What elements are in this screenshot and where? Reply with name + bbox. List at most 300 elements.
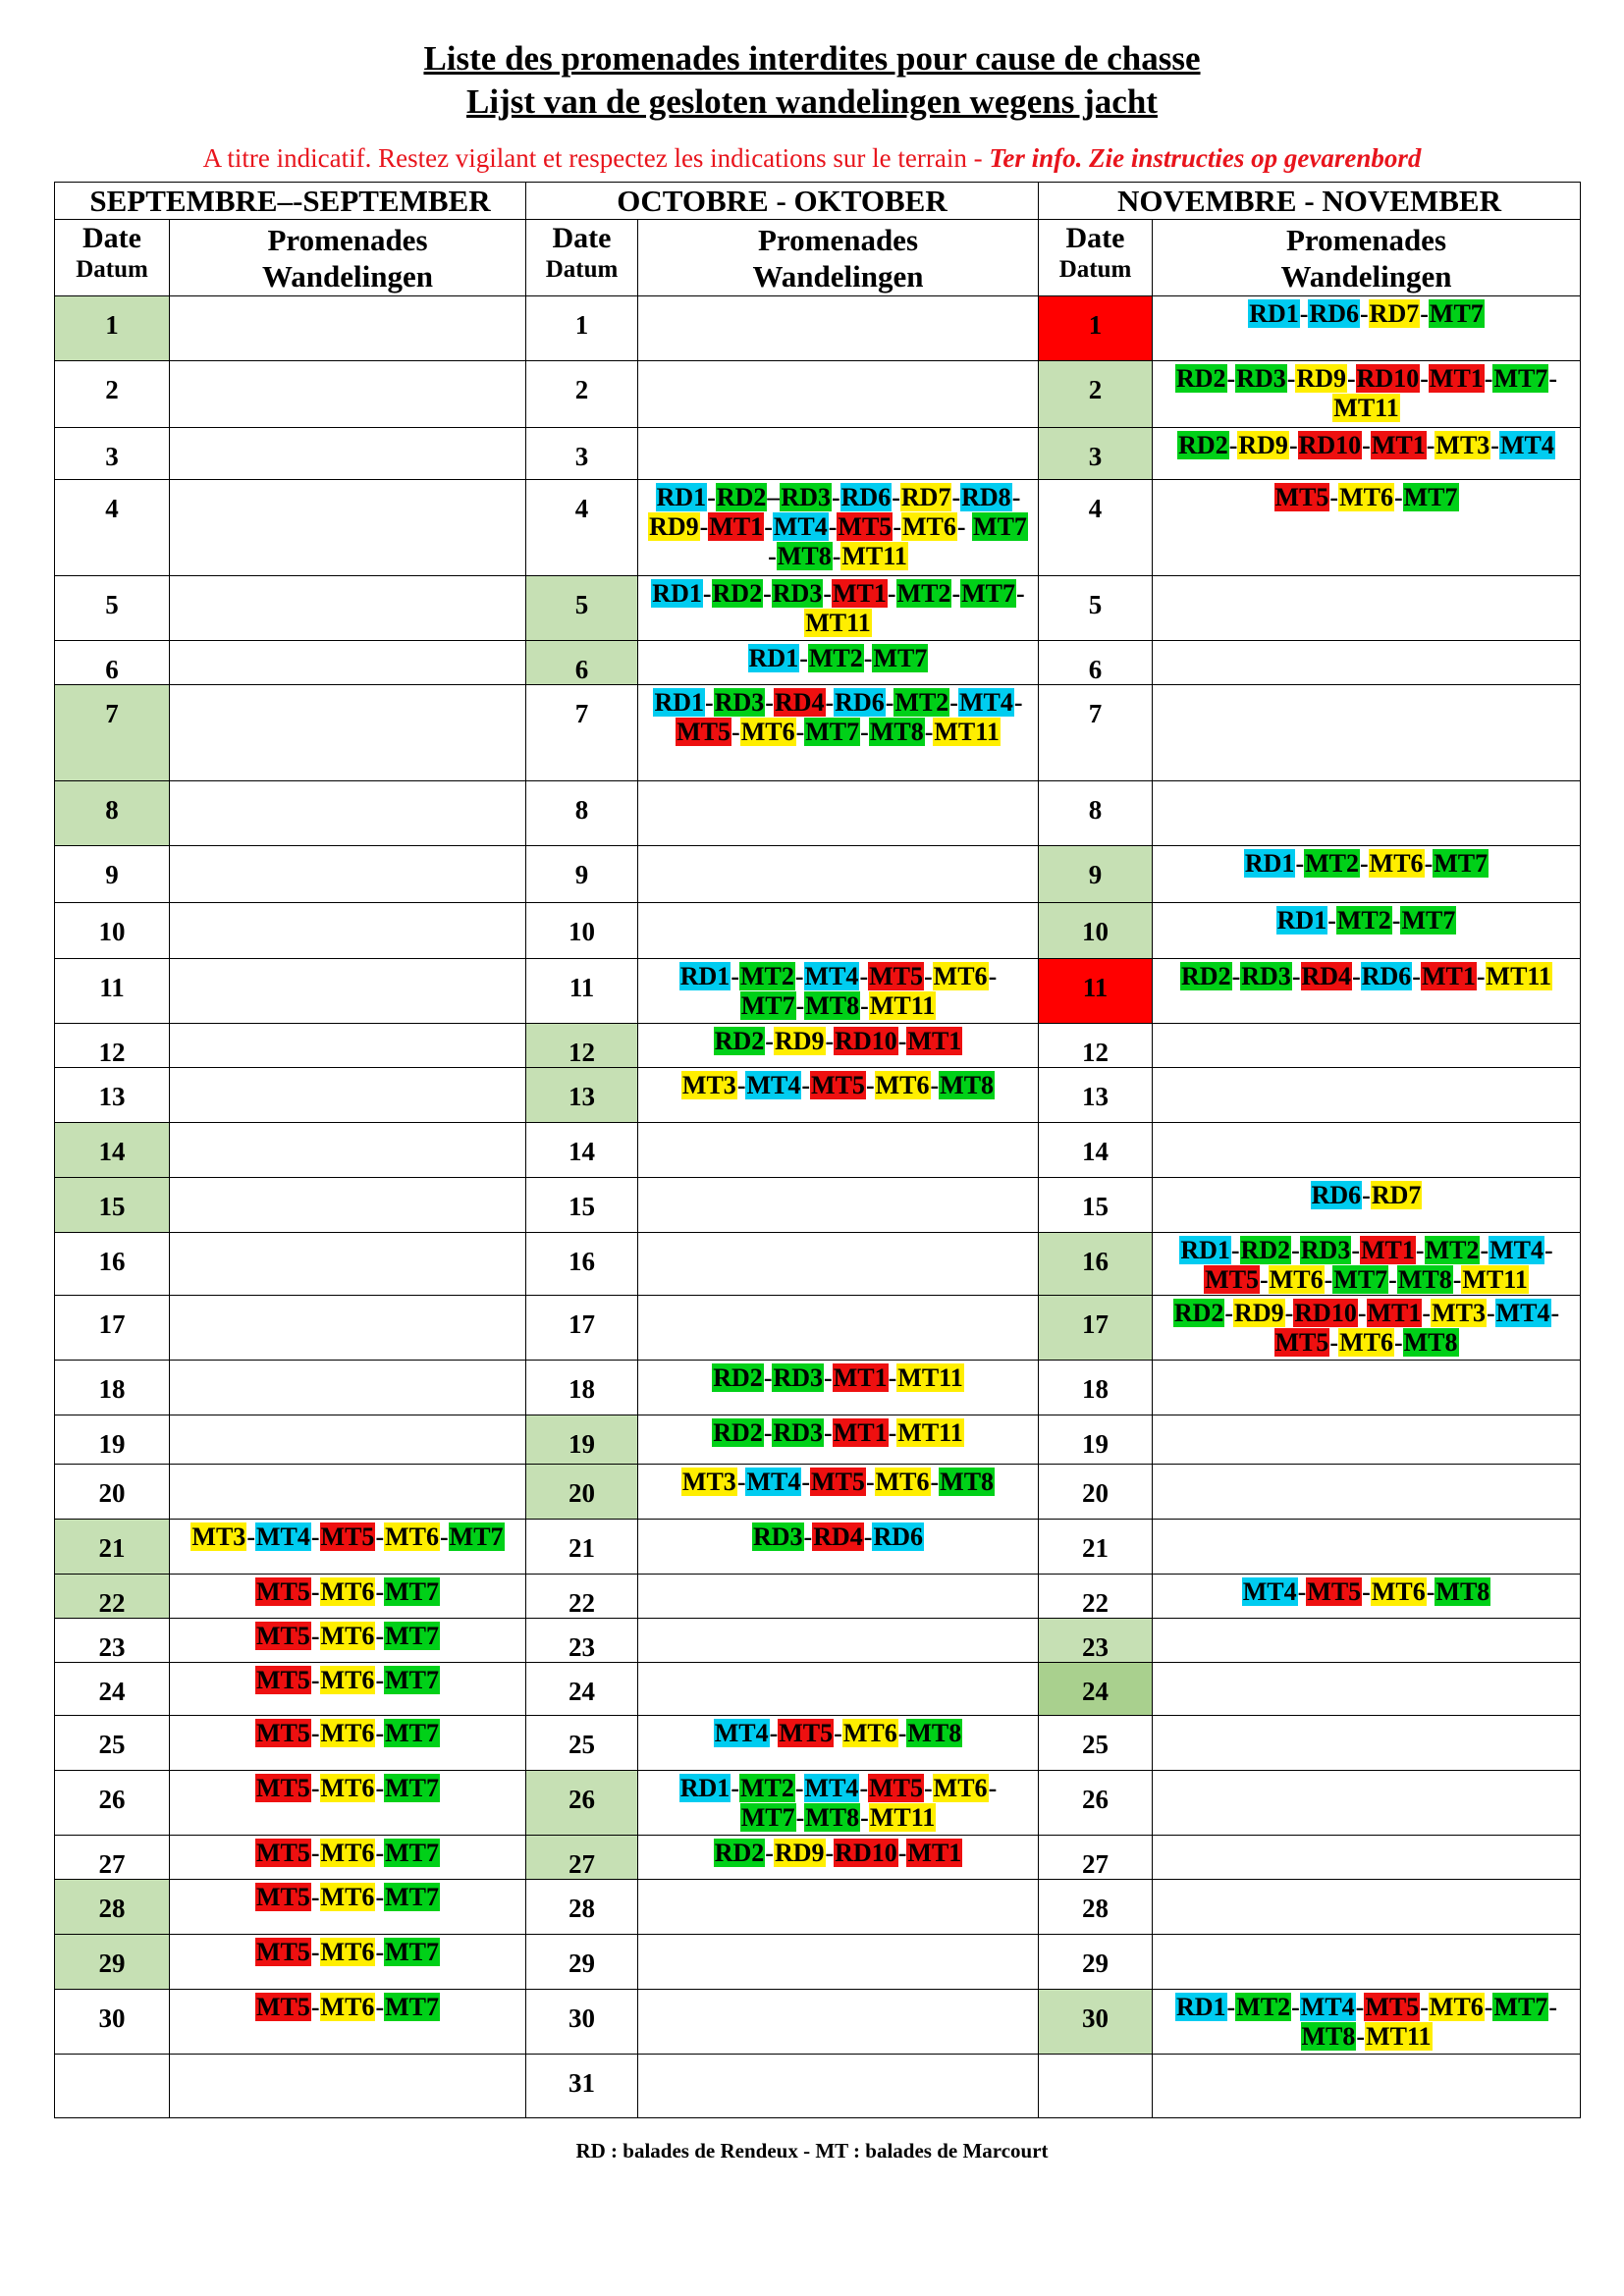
walk-code: MT5 <box>779 1719 834 1747</box>
walks-cell-nov <box>1153 428 1581 480</box>
subtitle-plain: A titre indicatif. Restez vigilant et respectez les indications sur le terrain - <box>202 143 990 173</box>
walk-separator: - <box>1260 1265 1269 1294</box>
walks-cell-sep <box>170 1415 526 1465</box>
walk-separator: - <box>823 579 832 608</box>
walk-code: RD2 <box>1173 1299 1224 1327</box>
walk-separator: - <box>1284 1299 1294 1327</box>
walks-cell-sep <box>170 1024 526 1068</box>
walks-cell-sep <box>170 1361 526 1415</box>
walk-code: MT7 <box>1493 1993 1548 2021</box>
walk-code: MT3 <box>681 1071 736 1099</box>
walks-cell-sep <box>170 959 526 1024</box>
walk-separator: - <box>1329 483 1339 511</box>
walk-code: MT8 <box>1435 1577 1490 1606</box>
walk-code: MT4 <box>958 688 1013 717</box>
date-cell-oct: 6 <box>526 641 638 685</box>
walks-cell-oct <box>638 1619 1039 1663</box>
walk-code: MT1 <box>833 1363 888 1392</box>
walk-separator: - <box>865 1071 875 1099</box>
walk-code: RD6 <box>1309 299 1359 328</box>
date-cell-nov: 23 <box>1039 1619 1153 1663</box>
walk-code: MT8 <box>940 1468 995 1496</box>
walks-cell-nov <box>1153 1520 1581 1575</box>
date-cell-sep: 1 <box>55 296 170 361</box>
walk-separator: - <box>1226 364 1236 393</box>
walk-separator: - <box>860 991 869 1020</box>
date-cell-oct: 19 <box>526 1415 638 1465</box>
walks-cell-nov <box>1153 1575 1581 1619</box>
walk-separator: - <box>834 1719 842 1747</box>
walk-code: RD1 <box>1249 299 1299 328</box>
walk-code: RD1 <box>679 1774 731 1802</box>
walks-cell-nov <box>1153 480 1581 576</box>
schedule-row <box>55 1575 1581 1619</box>
walks-header-nl: Wandelingen <box>262 259 433 294</box>
schedule-row <box>55 846 1581 903</box>
date-cell-oct: 29 <box>526 1935 638 1990</box>
walk-code: RD4 <box>774 688 825 717</box>
walk-separator: - <box>924 718 934 746</box>
walks-cell-sep <box>170 1619 526 1663</box>
walk-separator: - <box>795 991 805 1020</box>
walks-header-nl: Wandelingen <box>1280 259 1452 294</box>
date-cell-sep: 19 <box>55 1415 170 1465</box>
walk-code: RD3 <box>752 1522 803 1551</box>
walk-code: MT5 <box>255 1666 310 1694</box>
walks-cell-oct <box>638 1415 1039 1465</box>
date-cell-sep: 10 <box>55 903 170 959</box>
walk-code: MT8 <box>1301 2022 1356 2051</box>
walk-separator: - <box>988 1774 998 1802</box>
walks-cell-sep <box>170 846 526 903</box>
walk-code: MT5 <box>255 1577 310 1606</box>
walk-code: MT4 <box>255 1522 310 1551</box>
date-cell-sep: 22 <box>55 1575 170 1619</box>
date-cell-sep: 5 <box>55 576 170 641</box>
walk-code: RD6 <box>873 1522 924 1551</box>
walk-code: MT3 <box>681 1468 736 1496</box>
walks-cell-oct <box>638 2055 1039 2118</box>
walk-separator: - <box>795 1803 805 1832</box>
walk-code: RD10 <box>835 1839 897 1867</box>
walk-separator: - <box>1291 1236 1300 1264</box>
walk-code: MT7 <box>740 991 795 1020</box>
date-cell-sep: 26 <box>55 1771 170 1836</box>
walks-cell-sep <box>170 1575 526 1619</box>
walk-separator: - <box>988 962 998 990</box>
walks-cell-sep <box>170 1880 526 1935</box>
date-cell-nov: 3 <box>1039 428 1153 480</box>
walk-separator: - <box>310 1577 320 1606</box>
walk-code: RD9 <box>649 512 699 541</box>
walk-code: MT2 <box>896 579 951 608</box>
walk-separator: - <box>1420 364 1429 393</box>
walks-cell-oct <box>638 1123 1039 1178</box>
walk-code: RD9 <box>1238 431 1288 459</box>
walks-cell-nov <box>1153 1415 1581 1465</box>
walks-cell-oct <box>638 576 1039 641</box>
walk-code: RD10 <box>1294 1299 1357 1327</box>
walk-separator: - <box>1291 1993 1300 2021</box>
walk-separator: - <box>1490 431 1499 459</box>
schedule-row <box>55 1465 1581 1520</box>
date-header-nl: Datum <box>1058 256 1132 283</box>
walk-separator: - <box>887 579 896 608</box>
walks-cell-sep <box>170 1935 526 1990</box>
walk-code: MT11 <box>1486 962 1551 990</box>
walk-separator: - <box>956 512 973 541</box>
walk-separator: - <box>375 1622 385 1650</box>
schedule-row <box>55 685 1581 781</box>
walks-cell-nov <box>1153 1716 1581 1771</box>
walk-code: MT1 <box>1421 962 1476 990</box>
walk-code: MT5 <box>1365 1993 1420 2021</box>
walk-code: RD3 <box>773 1363 824 1392</box>
walk-separator: - <box>951 483 961 511</box>
walk-code: MT7 <box>1403 483 1458 511</box>
walk-separator: - <box>736 1468 746 1496</box>
walk-code: MT11 <box>1462 1265 1528 1294</box>
walk-code: MT5 <box>811 1468 865 1496</box>
walk-code: RD2 <box>1181 962 1231 990</box>
date-header-fr: Date <box>1065 222 1125 254</box>
walk-code: MT5 <box>869 962 923 990</box>
walk-separator: - <box>860 1803 869 1832</box>
walk-separator: - <box>1424 849 1434 878</box>
date-cell-sep: 21 <box>55 1520 170 1575</box>
walk-code: MT7 <box>1333 1265 1388 1294</box>
walks-cell-nov <box>1153 1068 1581 1123</box>
column-header-row <box>55 220 1581 296</box>
walk-separator: - <box>1415 1236 1425 1264</box>
walks-cell-oct <box>638 1575 1039 1619</box>
walk-separator: - <box>375 1993 385 2021</box>
walk-separator: - <box>1288 431 1298 459</box>
walk-separator: - <box>731 1774 739 1802</box>
walks-cell-oct <box>638 1990 1039 2055</box>
date-cell-oct: 24 <box>526 1663 638 1716</box>
walk-code: MT5 <box>838 512 893 541</box>
walk-separator: - <box>1484 364 1493 393</box>
walk-separator: - <box>375 1522 385 1551</box>
hunting-schedule-table <box>54 182 1581 2118</box>
walk-code: MT1 <box>709 512 764 541</box>
walk-separator: - <box>865 1468 875 1496</box>
walk-code: MT4 <box>1489 1236 1544 1264</box>
month-header-september: SEPTEMBRE–-SEPTEMBER <box>55 183 526 220</box>
walk-code: MT8 <box>907 1719 962 1747</box>
walk-code: MT2 <box>1305 849 1359 878</box>
walk-code: MT11 <box>1366 2022 1432 2051</box>
walk-separator: - <box>1420 299 1429 328</box>
walk-separator: - <box>1550 1299 1560 1327</box>
walks-cell-sep <box>170 1296 526 1361</box>
date-cell-sep: 30 <box>55 1990 170 2055</box>
date-cell-oct: 25 <box>526 1716 638 1771</box>
walk-code: MT6 <box>1429 1993 1484 2021</box>
walk-code: MT5 <box>255 1622 310 1650</box>
walks-cell-nov <box>1153 1619 1581 1663</box>
walk-separator: - <box>799 644 808 672</box>
walks-cell-nov <box>1153 1233 1581 1296</box>
walk-separator: - <box>707 483 716 511</box>
walk-code: RD1 <box>1175 1993 1226 2021</box>
walks-cell-nov <box>1153 296 1581 361</box>
date-cell-oct: 16 <box>526 1233 638 1296</box>
walk-code: MT6 <box>933 1774 988 1802</box>
walk-code: MT6 <box>320 1938 375 1966</box>
walks-cell-sep <box>170 1465 526 1520</box>
date-cell-oct: 8 <box>526 781 638 846</box>
walk-code: MT6 <box>320 1839 375 1867</box>
date-cell-oct: 30 <box>526 1990 638 2055</box>
walk-code: MT7 <box>973 512 1027 541</box>
walk-separator: - <box>310 1622 320 1650</box>
walk-separator: - <box>375 1774 385 1802</box>
walk-separator: - <box>863 1522 873 1551</box>
walk-code: MT7 <box>873 644 928 672</box>
walk-separator: - <box>1360 299 1369 328</box>
walks-cell-oct <box>638 1465 1039 1520</box>
date-header <box>55 220 170 296</box>
walk-code: MT4 <box>1499 431 1554 459</box>
schedule-row <box>55 1123 1581 1178</box>
walks-cell-nov <box>1153 1361 1581 1415</box>
date-cell-sep: 28 <box>55 1880 170 1935</box>
walk-separator: - <box>310 1719 320 1747</box>
walk-code: RD1 <box>679 962 731 990</box>
walk-code: RD9 <box>1234 1299 1284 1327</box>
walks-header <box>1153 220 1581 296</box>
walk-separator: - <box>1426 431 1435 459</box>
date-header-nl: Datum <box>76 256 148 283</box>
walks-cell-nov <box>1153 1465 1581 1520</box>
schedule-row <box>55 1024 1581 1068</box>
date-cell-oct: 12 <box>526 1024 638 1068</box>
date-cell-oct: 18 <box>526 1361 638 1415</box>
walk-separator: - <box>375 1839 385 1867</box>
walk-separator: - <box>375 1719 385 1747</box>
walk-code: MT5 <box>677 718 731 746</box>
walk-separator: - <box>1452 1265 1462 1294</box>
date-cell-sep: 16 <box>55 1233 170 1296</box>
date-cell-nov: 2 <box>1039 361 1153 428</box>
walk-separator: - <box>897 1839 907 1867</box>
walk-separator: - <box>768 542 777 570</box>
walks-cell-nov <box>1153 959 1581 1024</box>
walk-separator: - <box>702 579 712 608</box>
walk-separator: - <box>1355 1993 1365 2021</box>
walks-cell-oct <box>638 1178 1039 1233</box>
walks-cell-nov <box>1153 1024 1581 1068</box>
walk-code: MT11 <box>841 542 907 570</box>
date-cell-sep: 3 <box>55 428 170 480</box>
walk-code: MT6 <box>320 1577 375 1606</box>
date-cell-oct: 26 <box>526 1771 638 1836</box>
walk-separator: - <box>897 1719 907 1747</box>
date-cell-nov: 7 <box>1039 685 1153 781</box>
walks-cell-oct <box>638 1361 1039 1415</box>
date-cell-nov: 6 <box>1039 641 1153 685</box>
walk-separator: - <box>1286 364 1296 393</box>
walk-code: MT4 <box>746 1468 801 1496</box>
walk-separator: - <box>1362 431 1371 459</box>
date-cell-sep: 6 <box>55 641 170 685</box>
walk-separator: - <box>859 962 869 990</box>
walk-code: MT11 <box>897 1363 963 1392</box>
walk-separator: - <box>795 718 805 746</box>
walks-cell-oct <box>638 1716 1039 1771</box>
walk-code: MT7 <box>385 1577 439 1606</box>
walk-separator: - <box>1352 962 1361 990</box>
date-cell-oct: 1 <box>526 296 638 361</box>
walk-separator: - <box>375 1883 385 1911</box>
walk-code: MT2 <box>808 644 863 672</box>
walk-separator: - <box>1412 962 1421 990</box>
date-cell-oct: 20 <box>526 1465 638 1520</box>
walk-separator: - <box>1486 1299 1495 1327</box>
walk-separator: - <box>924 962 933 990</box>
walk-code: RD10 <box>1356 364 1420 393</box>
walk-code: RD2 <box>1175 364 1226 393</box>
walk-separator: - <box>930 1071 940 1099</box>
walk-separator: - <box>1226 1993 1236 2021</box>
walks-cell-oct <box>638 1663 1039 1716</box>
walks-cell-sep <box>170 1663 526 1716</box>
walks-header <box>638 220 1039 296</box>
walk-separator: - <box>801 1468 811 1496</box>
walk-code: MT11 <box>869 1803 936 1832</box>
walk-code: RD3 <box>1236 364 1286 393</box>
date-cell-sep: 29 <box>55 1935 170 1990</box>
date-cell-nov: 17 <box>1039 1296 1153 1361</box>
date-cell-nov: 27 <box>1039 1836 1153 1880</box>
walk-code: MT8 <box>1397 1265 1452 1294</box>
walk-separator: - <box>885 688 894 717</box>
walks-cell-nov <box>1153 1123 1581 1178</box>
date-cell-nov: 24 <box>1039 1663 1153 1716</box>
schedule-row <box>55 1716 1581 1771</box>
walk-code: RD2 <box>713 1418 763 1447</box>
schedule-row <box>55 480 1581 576</box>
walk-code: RD9 <box>774 1839 825 1867</box>
walk-separator: - <box>765 1839 774 1867</box>
walk-separator: - <box>888 1363 897 1392</box>
date-cell-oct: 27 <box>526 1836 638 1880</box>
walk-code: RD2 <box>713 1363 763 1392</box>
walks-cell-nov <box>1153 846 1581 903</box>
date-cell-oct: 2 <box>526 361 638 428</box>
walk-separator: - <box>1360 849 1369 878</box>
walks-cell-nov <box>1153 361 1581 428</box>
walk-separator: - <box>924 1774 933 1802</box>
walk-code: MT7 <box>449 1522 504 1551</box>
walk-separator: - <box>828 512 838 541</box>
walk-separator: - <box>1297 1577 1307 1606</box>
walk-separator: - <box>764 512 773 541</box>
date-cell-sep: 15 <box>55 1178 170 1233</box>
walk-code: RD1 <box>656 483 707 511</box>
walk-code: MT2 <box>894 688 949 717</box>
walk-code: MT4 <box>1300 1993 1355 2021</box>
legend-footer: RD : balades de Rendeux - MT : balades de Marcourt <box>575 2139 1049 2163</box>
walk-code: MT7 <box>385 1622 439 1650</box>
walk-code: MT6 <box>901 512 956 541</box>
walks-cell-nov <box>1153 685 1581 781</box>
walk-code: RD2 <box>714 1839 765 1867</box>
walk-code: MT11 <box>897 1418 963 1447</box>
schedule-row <box>55 641 1581 685</box>
date-cell-nov: 20 <box>1039 1465 1153 1520</box>
subtitle <box>0 142 1624 174</box>
walk-code: MT1 <box>907 1839 962 1867</box>
walk-code: RD3 <box>714 688 765 717</box>
walks-header-fr: Promenades <box>757 223 919 257</box>
date-cell-oct: 13 <box>526 1068 638 1123</box>
walk-separator: - <box>763 579 772 608</box>
walks-cell-oct <box>638 685 1039 781</box>
walk-separator: - <box>310 1839 320 1867</box>
walk-separator: - <box>375 1577 385 1606</box>
walks-cell-nov <box>1153 641 1581 685</box>
walk-code: MT2 <box>739 1774 794 1802</box>
walk-code: MT1 <box>1361 1236 1415 1264</box>
walk-code: RD9 <box>774 1027 825 1055</box>
date-cell-oct: 11 <box>526 959 638 1024</box>
walk-code: MT7 <box>385 1839 439 1867</box>
walk-code: MT5 <box>869 1774 923 1802</box>
schedule-row <box>55 959 1581 1024</box>
walks-cell-nov <box>1153 903 1581 959</box>
walk-code: MT4 <box>1495 1299 1550 1327</box>
walk-code: MT7 <box>1429 299 1484 328</box>
date-cell-oct: 22 <box>526 1575 638 1619</box>
walks-cell-nov <box>1153 576 1581 641</box>
date-cell-oct: 23 <box>526 1619 638 1663</box>
walks-cell-sep <box>170 1068 526 1123</box>
walk-code: MT1 <box>1371 431 1426 459</box>
walks-cell-oct <box>638 1935 1039 1990</box>
walk-code: RD6 <box>1361 962 1412 990</box>
walk-code: RD6 <box>835 688 885 717</box>
walk-code: MT2 <box>1425 1236 1480 1264</box>
walk-code: MT8 <box>805 1803 860 1832</box>
walks-cell-nov <box>1153 781 1581 846</box>
title-french: Liste des promenades interdites pour cause de chasse <box>423 39 1201 78</box>
schedule-row <box>55 1415 1581 1465</box>
walk-separator: - <box>860 718 869 746</box>
walk-separator: - <box>893 512 901 541</box>
walks-header-fr: Promenades <box>1285 223 1447 257</box>
walk-separator: - <box>1224 1299 1234 1327</box>
walk-separator: - <box>705 688 714 717</box>
walk-code: RD4 <box>813 1522 863 1551</box>
walk-separator: - <box>763 1418 773 1447</box>
walk-code: MT5 <box>1307 1577 1362 1606</box>
walk-code: MT4 <box>773 512 828 541</box>
walk-code: MT5 <box>255 1883 310 1911</box>
walks-cell-sep <box>170 1716 526 1771</box>
walks-cell-oct <box>638 428 1039 480</box>
schedule-row <box>55 1178 1581 1233</box>
schedule-row <box>55 1361 1581 1415</box>
walk-separator: - <box>310 1774 320 1802</box>
walk-code: MT6 <box>320 1774 375 1802</box>
walk-code: RD9 <box>1296 364 1346 393</box>
walk-separator: - <box>1480 1236 1489 1264</box>
walks-cell-sep <box>170 1233 526 1296</box>
date-cell-nov: 15 <box>1039 1178 1153 1233</box>
